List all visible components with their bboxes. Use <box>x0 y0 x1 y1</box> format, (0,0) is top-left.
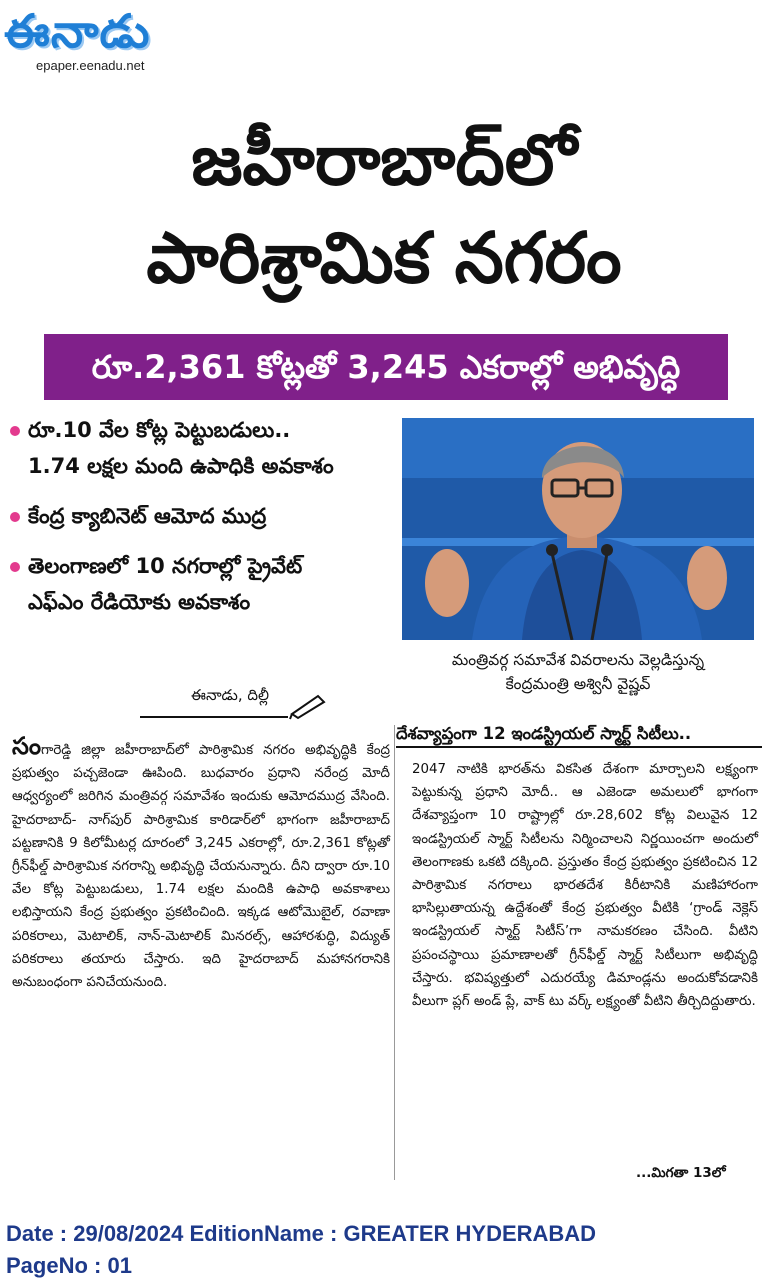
bullet-item <box>10 412 395 484</box>
footer-page-number: PageNo : 01 <box>6 1253 132 1278</box>
edition-footer <box>6 1218 766 1282</box>
photo-caption <box>402 648 754 696</box>
bullet-text: 1.74 లక్షల మంది ఉపాధికి అవకాశం <box>28 454 334 478</box>
headline-line-1: జహీరాబాద్‌లో <box>191 119 577 201</box>
byline: ఈనాడు, దిల్లీ <box>191 686 269 704</box>
headline-line-2: పారిశ్రామిక నగరం <box>146 217 622 299</box>
bullet-text: రూ.10 వేల కోట్ల పెట్టుబడులు.. <box>28 418 291 442</box>
bullet-dot-icon <box>10 562 20 572</box>
column-divider <box>394 725 395 1180</box>
caption-line: కేంద్రమంత్రి అశ్వినీ వైష్ణవ్ <box>505 675 651 693</box>
bullet-item <box>10 498 395 534</box>
continued-note: ...మిగతా 13లో <box>636 1165 726 1181</box>
eenadu-logo: ఈనాడు <box>4 4 151 58</box>
article-right-column <box>412 758 758 1013</box>
article-left-column <box>12 732 390 994</box>
bullet-dot-icon <box>10 512 20 522</box>
footer-date-edition: Date : 29/08/2024 EditionName : GREATER HYDERABAD <box>6 1221 597 1246</box>
site-url: epaper.eenadu.net <box>36 58 145 73</box>
byline-divider <box>140 716 288 718</box>
article-body: గారెడ్డి జిల్లా జహీరాబాద్‌లో పారిశ్రామిక నగరం అభివృద్ధికి కేంద్ర ప్రభుత్వం పచ్చజెండా ఊపింది. బుధవారం ప్రధాని నరేంద్ర మోదీ ఆధ్వర్యంలో జరిగిన మంత్రివర్గ సమావేశం ఇందుకు ఆమోదముద్ర వేసింది. హైదరాబాద్- నాగ్‌పుర్ పారిశ్రామిక కారిడార్‌లో భాగంగా జహీరాబాద్ పట్టణానికి 9 కిలోమీటర్ల దూరంలో 3,245 ఎకరాల్లో, రూ.2,361 కోట్లతో గ్రీన్‌ఫీల్డ్ పారిశ్రామిక నగరాన్ని అభివృద్ధి చేయనున్నారు. దీని ద్వారా రూ.10 వేల కోట్ల పెట్టుబడులు, 1.74 లక్షల మందికి ఉపాధి అవకాశాలు లభిస్తాయని కేంద్ర ప్రభుత్వం ప్రకటించింది. ఇక్కడ ఆటోమొబైల్, రవాణా పరికరాలు, మెటాలిక్, నాన్-మెటాలిక్ మినరల్స్, ఆహారశుద్ధి, విద్యుత్ పరికరాలు తయారు చేస్తారు. ఇది హైదరాబాద్ మహానగరానికి అనుబంధంగా పనిచేయనుంది. <box>12 743 390 991</box>
bullet-text: ఎఫ్ఎం రేడియోకు అవకాశం <box>28 590 251 614</box>
article-body: 2047 నాటికి భారత్‌ను వికసిత దేశంగా మార్చాలని లక్ష్యంగా పెట్టుకున్న ప్రధాని మోదీ.. ఆ ఎజెండా అమలులో భాగంగా దేశవ్యాప్తంగా 10 రాష్ట్రాల్లో రూ.28,602 కోట్ల విలువైన 12 ఇండస్ట్రియల్ స్మార్ట్ సిటీలను నిర్మించాలని నిర్ణయించగా అందులో తెలంగాణకు ఒకటి దక్కింది. ప్రస్తుతం కేంద్ర ప్రభుత్వం ప్రకటించిన 12 పారిశ్రామిక నగరాలు భారతదేశ కిరీటానికి మణిహారంగా భాసిల్లుతాయన్న ఉద్దేశంతో కేంద్ర ప్రభుత్వం వీటికి ‘గ్రాండ్ నెక్లెస్ ఇండస్ట్రియల్ స్మార్ట్ సిటీస్’గా నామకరణం చేసింది. వీటిని ప్రపంచస్థాయి ప్రమాణాలతో గ్రీన్‌ఫీల్డ్ స్మార్ట్ సిటీలుగా అభివృద్ధి చేస్తారు. భవిష్యత్తులో ఎదురయ్యే డిమాండ్లను అందుకోవడానికి వీలుగా ప్లగ్ అండ్ ప్లే, వాక్ టు వర్క్ లక్ష్యంతో వీటిని తీర్చిదిద్దుతారు. <box>412 762 758 1010</box>
highlight-bullets <box>10 412 395 634</box>
subheadline-banner: రూ.2,361 కోట్లతో 3,245 ఎకరాల్లో అభివృద్ధి <box>44 334 728 400</box>
caption-line: మంత్రివర్గ సమావేశ వివరాలను వెల్లడిస్తున్న <box>451 651 705 669</box>
pen-icon <box>288 690 328 720</box>
bullet-item <box>10 548 395 620</box>
minister-photo <box>402 418 754 640</box>
drop-cap: సం <box>12 732 42 760</box>
person-speaking-icon <box>402 418 754 640</box>
bullet-text: కేంద్ర క్యాబినెట్ ఆమోద ముద్ర <box>28 504 267 528</box>
article-right-heading: దేశవ్యాప్తంగా 12 ఇండస్ట్రియల్ స్మార్ట్ సిటీలు.. <box>396 722 762 748</box>
bullet-text: తెలంగాణలో 10 నగరాల్లో ప్రైవేట్ <box>28 554 303 578</box>
bullet-dot-icon <box>10 426 20 436</box>
masthead-logo <box>4 4 234 80</box>
